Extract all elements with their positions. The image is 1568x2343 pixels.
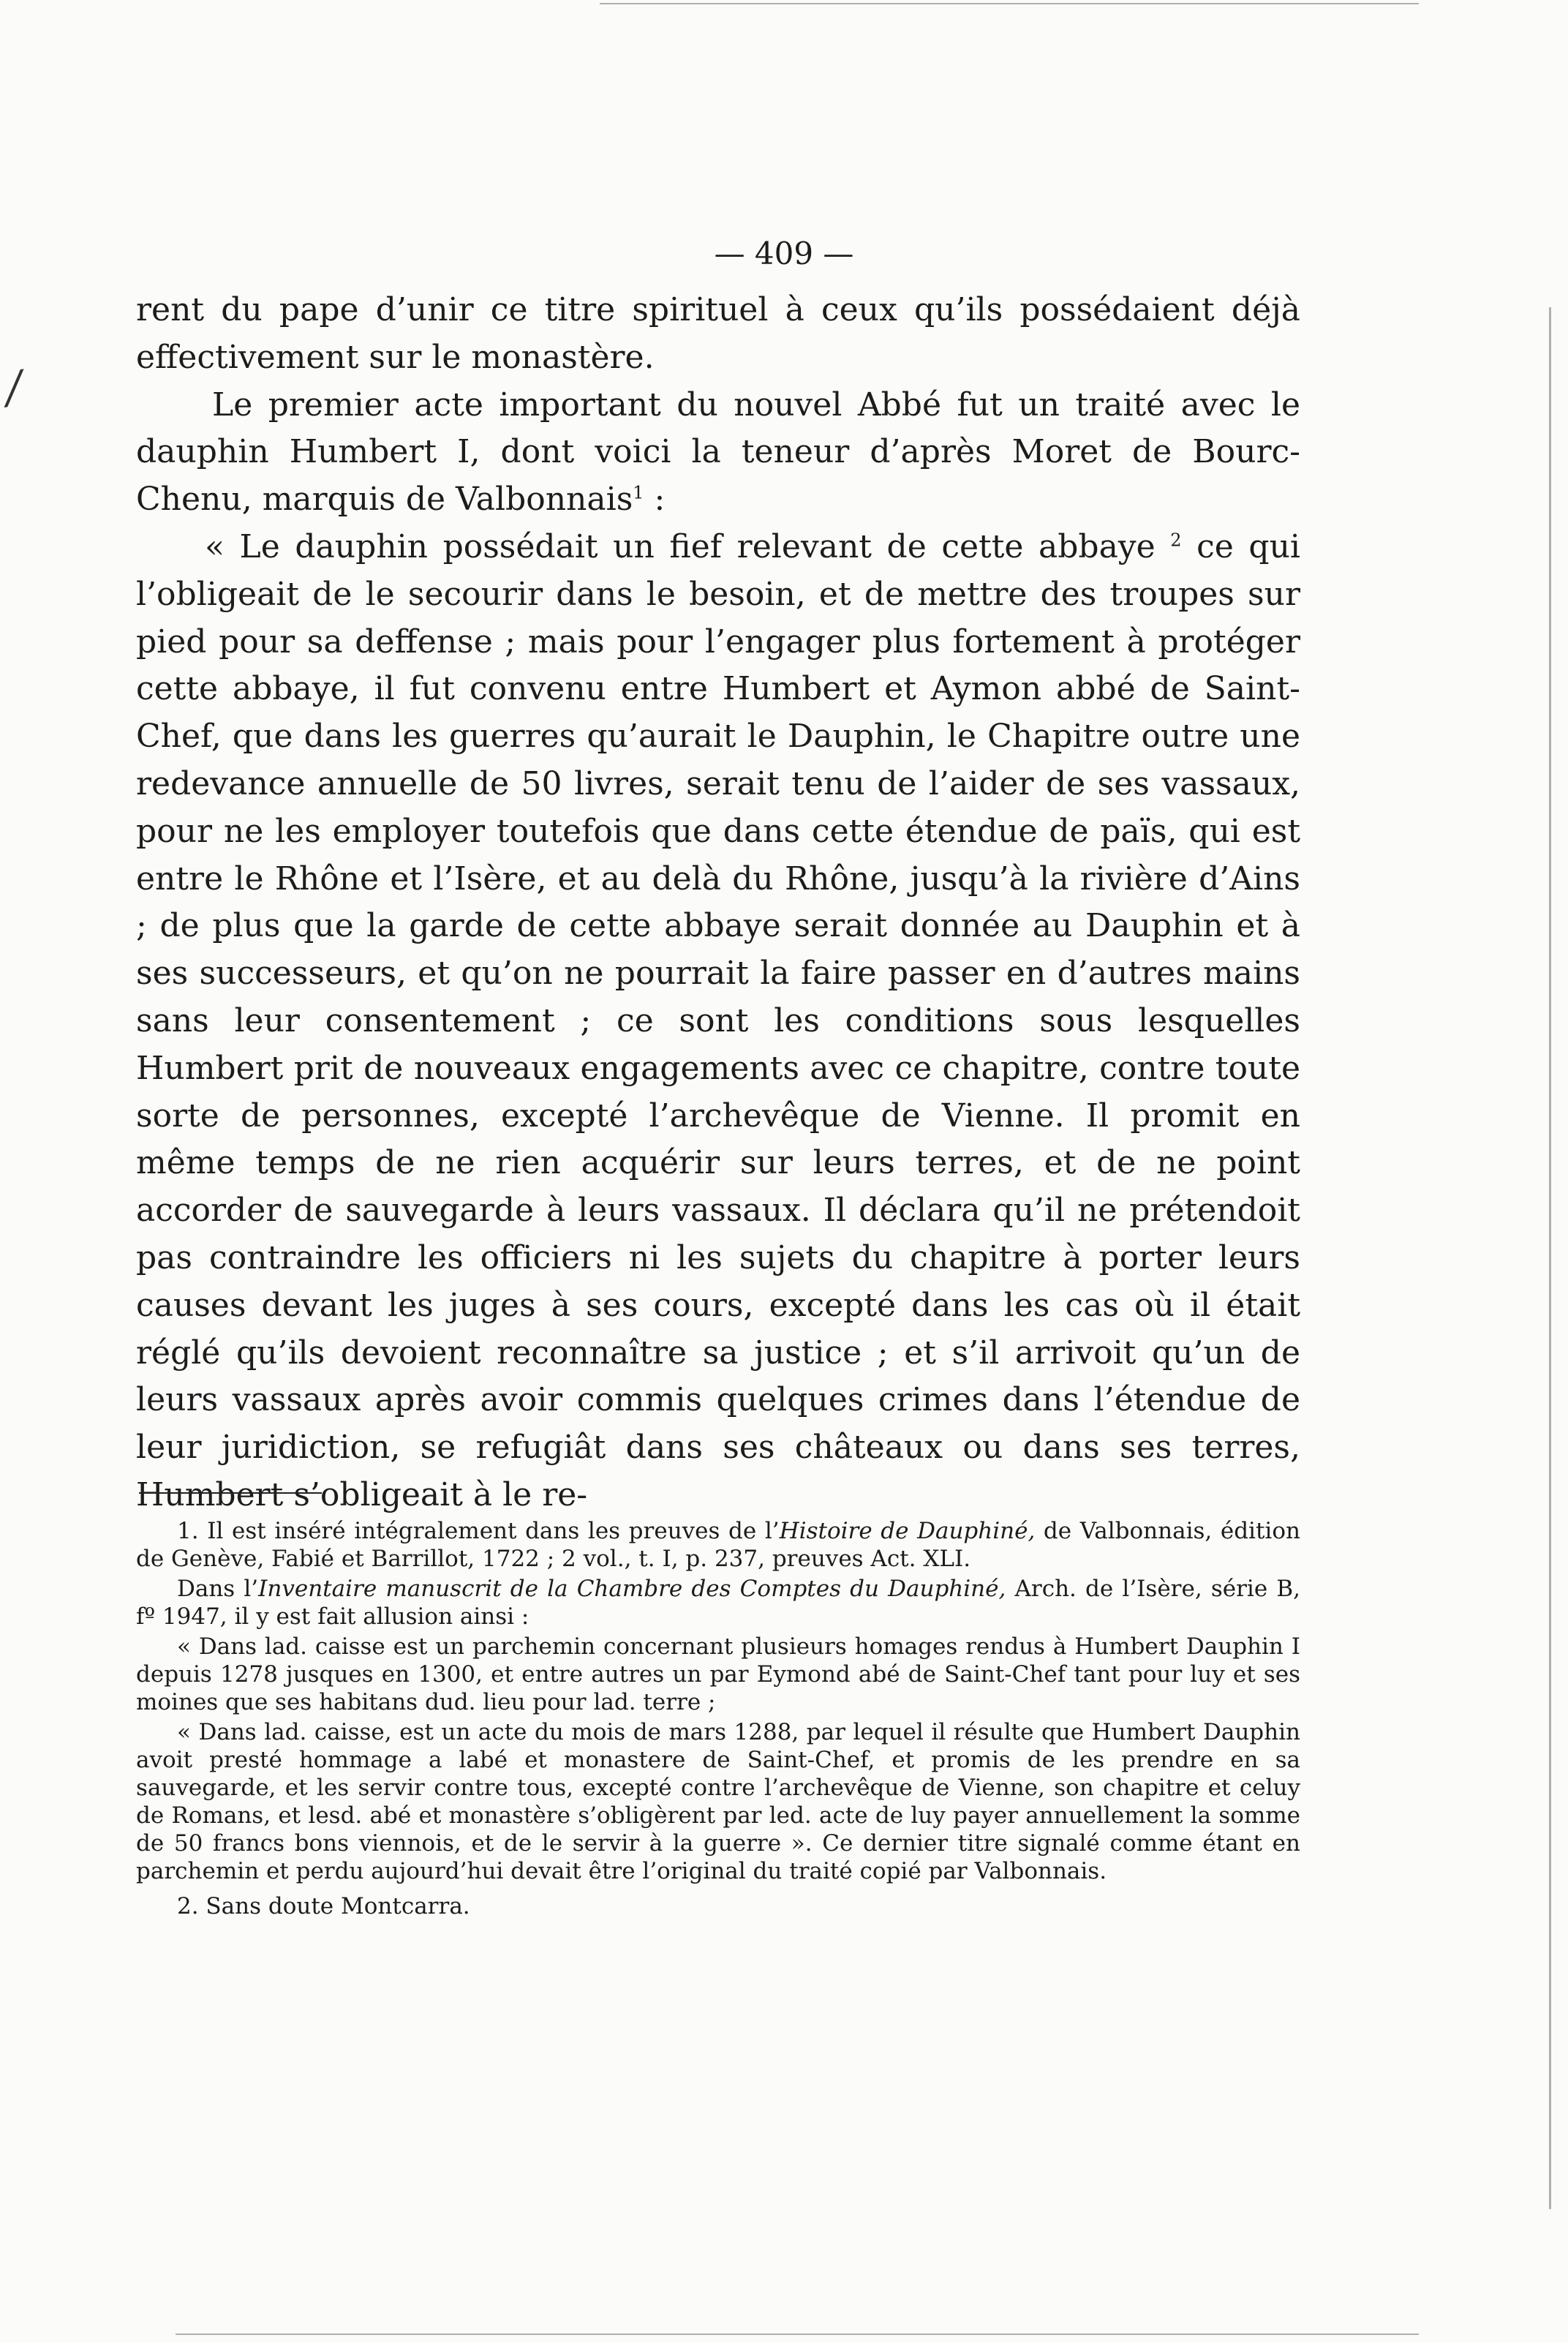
footnotes [136, 1517, 1300, 1922]
footnote-ref-2[interactable]: 2 [1170, 530, 1182, 551]
footnote-1-rest: de Valbonnais, édition de Genève, Fabié et Barrillot, 1722 ; 2 vol., t. I, p. 237, preuves Act. XLI. [136, 1518, 1300, 1572]
footnote-separator [139, 1492, 322, 1494]
scan-edge-top [600, 3, 1419, 4]
footnote-1-quote-1: « Dans lad. caisse est un parchemin concernant plusieurs homages rendus à Humbert Dauphin I depuis 1278 jusques en 1300, et entre autres un par Eymond abé de Saint-Chef tant pour luy et ses moines que ses habitans dud. lieu pour lad. terre ; [136, 1633, 1300, 1715]
paragraph-2-text: Le premier acte important du nouvel Abbé fut un traité avec le dauphin Humbert I, dont voici la teneur d’après Moret de Bourc-Chenu, marquis de Valbonnais [136, 386, 1300, 519]
footnote-ref-1[interactable]: 1 [633, 482, 644, 503]
footnote-1-inventory-rest: Arch. de l’Isère, série B, fº 1947, il y est fait allusion ainsi : [136, 1576, 1300, 1630]
paragraph-2-end: : [644, 481, 666, 519]
footnote-1-inventory-start: Dans l’ [177, 1576, 259, 1602]
scan-edge-right [1549, 307, 1551, 2209]
paragraph-1: rent du pape d’unir ce titre spirituel à ceux qu’ils possédaient déjà effectivement sur le monastère. [136, 291, 1300, 376]
footnote-2: 2. Sans doute Montcarra. [177, 1893, 470, 1919]
footnote-1-quote-2: « Dans lad. caisse, est un acte du mois de mars 1288, par lequel il résulte que Humbert Dauphin avoit presté hommage a labé et monastere de Saint-Chef, et promis de les prendre en sa sauvegarde, et les servir contre tous, excepté contre l’archevêque de Vienne, son chapitre et celuy de Romans, et lesd. abé et monastère s’obligèrent par led. acte de luy payer annuellement la somme de 50 francs bons viennois, et de le servir à la guerre ». Ce dernier titre signalé comme étant en parchemin et perdu aujourd’hui devait être l’original du traité copié par Valbonnais. [136, 1719, 1300, 1884]
page-number: — 409 — [714, 236, 854, 271]
main-text [136, 287, 1300, 1519]
margin-annotation: ⁄ [6, 362, 22, 418]
paragraph-3-start: « Le dauphin possédait un fief relevant de cette abbaye [205, 527, 1156, 565]
paragraph-3-quote [136, 524, 1300, 1519]
footnote-1-inventory-title: Inventaire manuscrit de la Chambre des Comptes du Dauphiné, [258, 1576, 1006, 1602]
paragraph-3-text: ce qui l’obligeait de le secourir dans le besoin, et de mettre des troupes sur pied pour sa deffense ; mais pour l’engager plus fortement à protéger cette abbaye, il fut convenu entre Humbert et Aymon abbé de Saint-Chef, que dans les guerres qu’aurait le Dauphin, le Chapitre outre une redevance annuelle de 50 livres, serait tenu de l’aider de ses vassaux, pour ne les employer toutefois que dans cette étendue de païs, qui est entre le Rhône et l’Isère, et au delà du Rhône, jusqu’à la rivière d’Ains ; de plus que la garde de cette abbaye serait donnée au Dauphin et à ses successeurs, et qu’on ne pourrait la faire passer en d’autres mains sans leur consentement ; ce sont les conditions sous lesquelles Humbert prit de nouveaux engagements avec ce chapitre, contre toute sorte de personnes, excepté l’archevêque de Vienne. Il promit en même temps de ne rien acquérir sur leurs terres, et de ne point accorder de sauvegarde à leurs vassaux. Il déclara qu’il ne prétendoit pas contraindre les officiers ni les sujets du chapitre à porter leurs causes devant les juges à ses cours, excepté dans les cas où il était réglé qu’ils devoient reconnaître sa justice ; et s’il arrivoit qu’un de leurs vassaux après avoir commis quelques crimes dans l’étendue de leur juridiction, se refugiât dans ses châteaux ou dans ses terres, Humbert s’obligeait à le re- [136, 527, 1300, 1513]
footnote-1-text: 1. Il est inséré intégralement dans les preuves de l’ [177, 1518, 780, 1544]
footnote-1-inventory [136, 1575, 1300, 1631]
footnote-1-title: Histoire de Dauphiné, [779, 1518, 1036, 1544]
paragraph-2 [136, 382, 1300, 524]
footnote-1 [136, 1517, 1300, 1573]
scan-edge-bottom [176, 2333, 1419, 2335]
